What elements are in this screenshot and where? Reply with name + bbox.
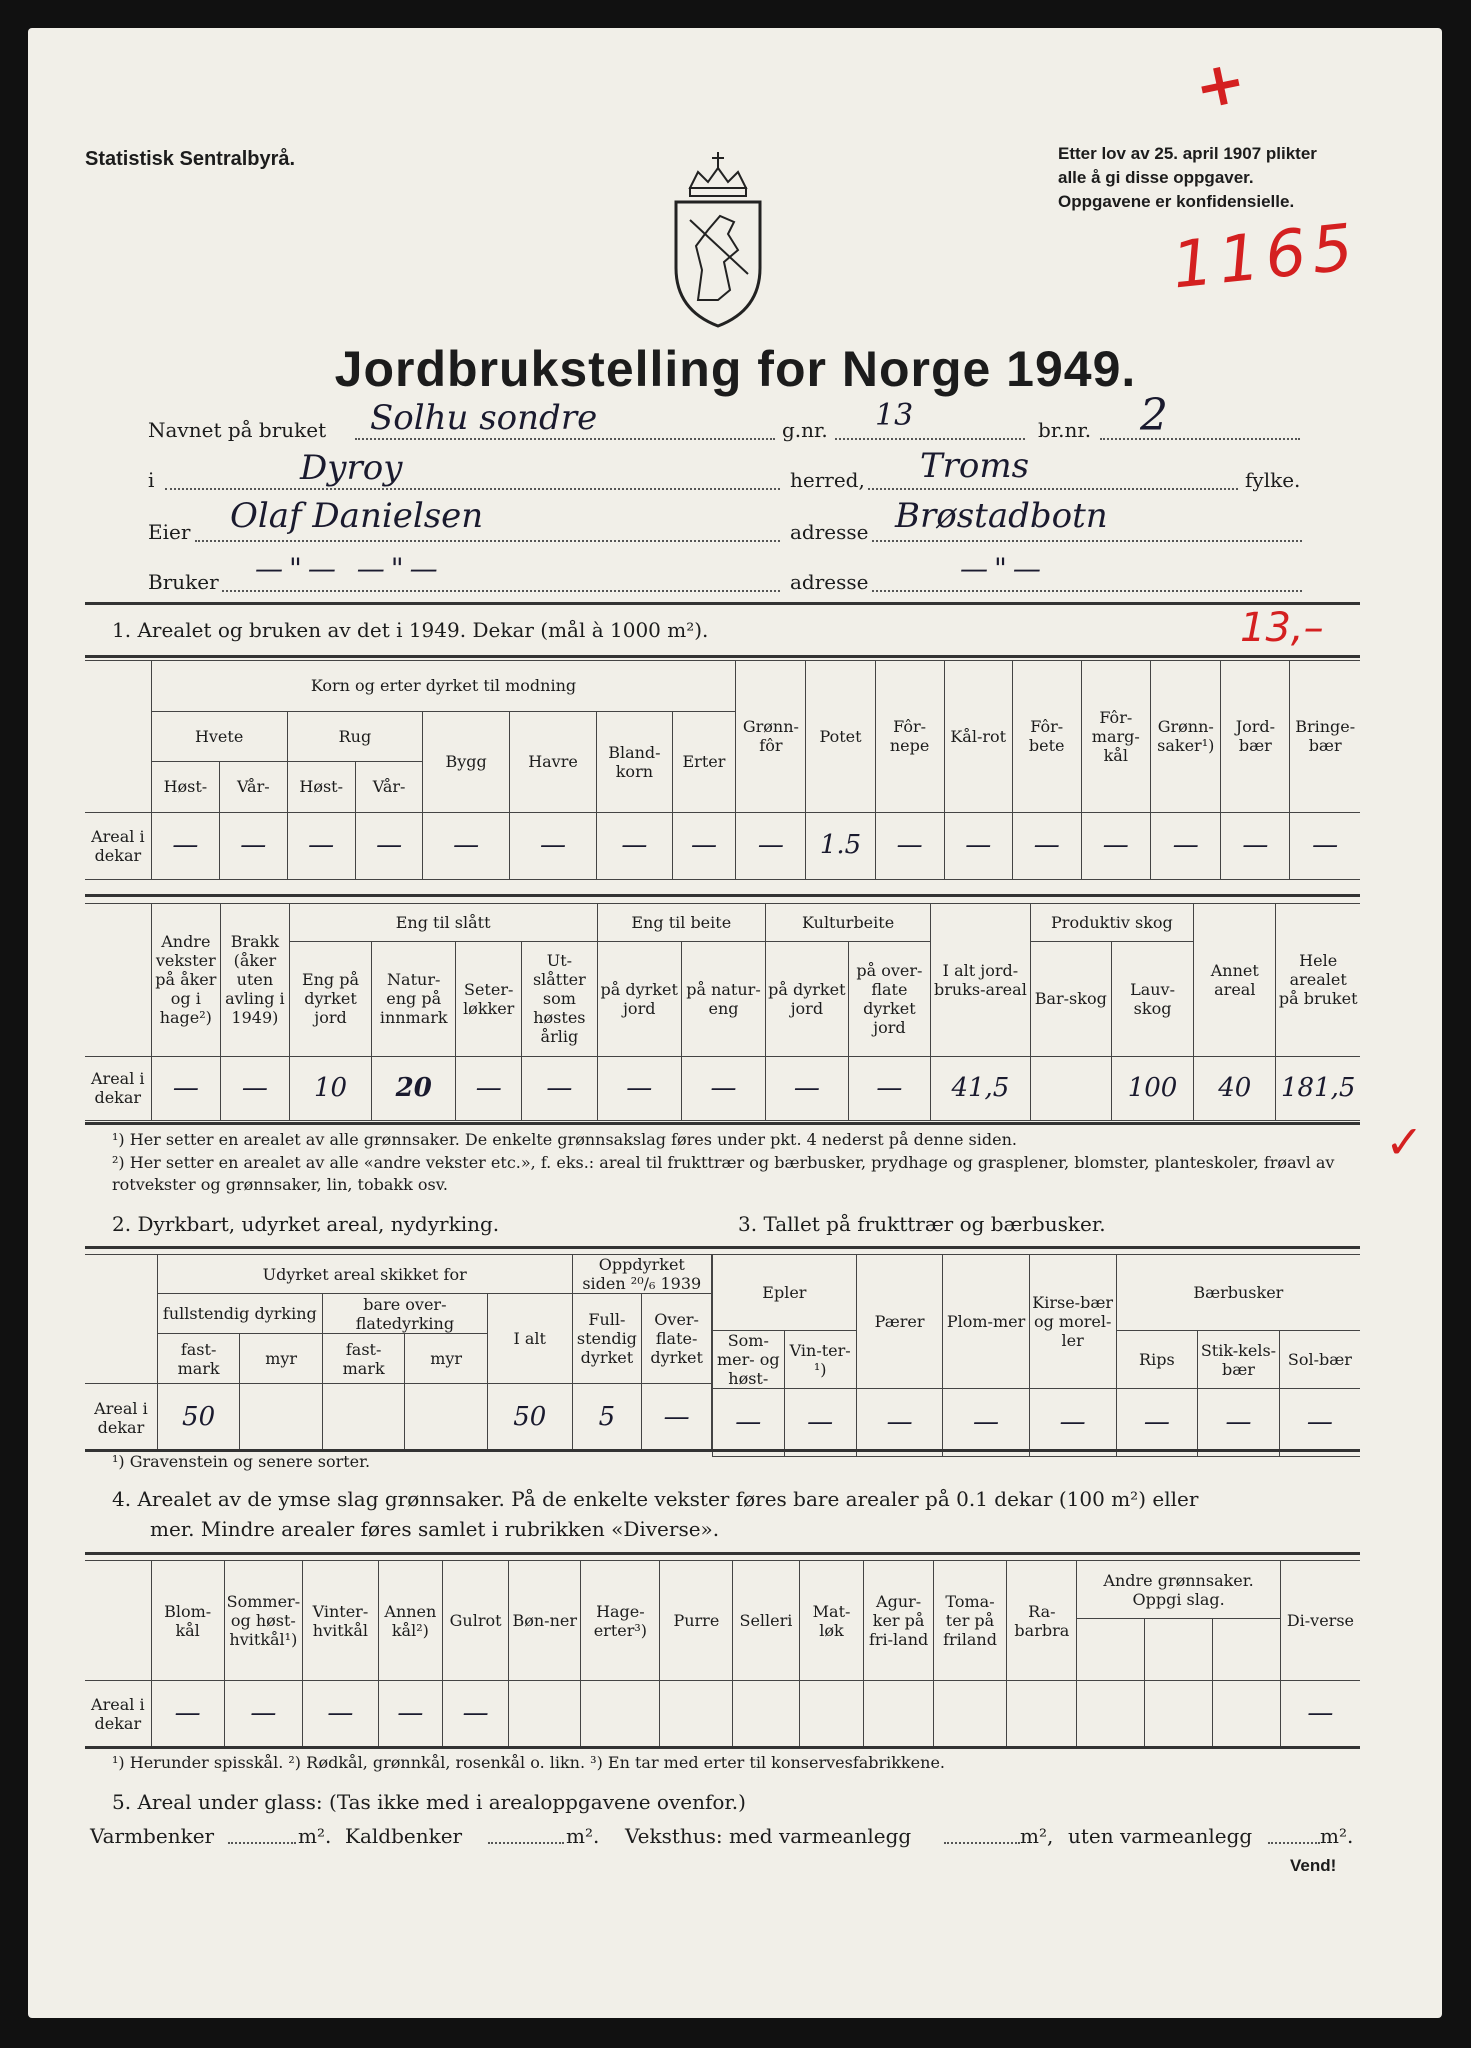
red-number-part: 11 bbox=[1168, 220, 1270, 304]
value-cell[interactable]: — bbox=[672, 812, 736, 879]
bruker-label: Bruker bbox=[148, 570, 219, 594]
value-cell[interactable] bbox=[1030, 1056, 1111, 1120]
col-header: Vin-ter-¹) bbox=[784, 1331, 856, 1389]
eier-label: Eier bbox=[148, 520, 191, 544]
col-header: Bøn-ner bbox=[509, 1561, 581, 1681]
col-header: Andre vekster på åker og i hage²) bbox=[151, 904, 221, 1057]
value-cell[interactable]: — bbox=[1279, 1389, 1360, 1457]
row-label: Areal i dekar bbox=[85, 1384, 157, 1452]
section-1-table-b bbox=[85, 903, 1360, 1121]
value-cell[interactable]: — bbox=[766, 1056, 849, 1120]
form-title: Jordbrukstelling for Norge 1949. bbox=[334, 341, 1137, 397]
col-header: myr bbox=[240, 1334, 323, 1384]
fylke-label: fylke. bbox=[1245, 468, 1301, 492]
col-header: Kål-rot bbox=[944, 661, 1012, 813]
col-header: Bar-skog bbox=[1030, 942, 1111, 1057]
value-cell[interactable] bbox=[1213, 1681, 1281, 1747]
col-header: fast-mark bbox=[157, 1334, 240, 1384]
col-header: Fôr-marg-kål bbox=[1081, 661, 1151, 813]
col-header: Annet areal bbox=[1194, 904, 1276, 1057]
section-4-heading: 4. Arealet av de ymse slag grønnsaker. På de enkelte vekster føres bare arealer på 0.1 dekar (100 m²) eller bbox=[112, 1487, 1199, 1511]
col-header: Sommer- og høst-hvitkål¹) bbox=[224, 1561, 302, 1681]
rug-header: Rug bbox=[287, 711, 423, 762]
value-cell[interactable] bbox=[1077, 1681, 1145, 1747]
blank-header bbox=[1077, 1619, 1145, 1681]
group-header: Udyrket areal skikket for bbox=[157, 1255, 572, 1294]
value-cell[interactable] bbox=[660, 1681, 733, 1747]
law-line: Etter lov av 25. april 1907 plikter bbox=[1058, 144, 1317, 163]
footnote: ²) Her setter en arealet av alle «andre vekster etc.», f. eks.: areal til frukttrær og bærbusker, prydhage og grasplener, blomster, planteskoler, frøavl av rotvekster og grønnsaker, lin, tobakk osv. bbox=[112, 1153, 1335, 1194]
col-header: Ra-barbra bbox=[1007, 1561, 1077, 1681]
value-cell[interactable]: 41,5 bbox=[931, 1056, 1030, 1120]
col-header: Di-verse bbox=[1280, 1561, 1360, 1681]
section-3-table bbox=[712, 1254, 1360, 1457]
value-cell[interactable]: — bbox=[151, 812, 219, 879]
value-cell[interactable]: — bbox=[597, 1056, 681, 1120]
col-header: Purre bbox=[660, 1561, 733, 1681]
value-cell[interactable]: — bbox=[151, 1681, 224, 1747]
value-cell[interactable] bbox=[240, 1384, 323, 1452]
col-header: Potet bbox=[806, 661, 875, 813]
value-cell[interactable]: — bbox=[224, 1681, 302, 1747]
col-header: Gulrot bbox=[443, 1561, 509, 1681]
value-cell[interactable]: — bbox=[848, 1056, 931, 1120]
col-header: Bringe-bær bbox=[1290, 661, 1360, 813]
section-2-heading: 2. Dyrkbart, udyrket areal, nydyrking. bbox=[112, 1212, 500, 1236]
value-cell[interactable] bbox=[933, 1681, 1007, 1747]
footnote: ¹) Her setter en arealet av alle grønnsaker. De enkelte grønnsakslag føres under pkt. 4 nederst på denne siden. bbox=[112, 1130, 1017, 1149]
brnr-field[interactable]: 2 bbox=[1140, 390, 1168, 441]
value-cell[interactable] bbox=[1145, 1681, 1213, 1747]
kaldbenker-label: Kaldbenker bbox=[345, 1824, 463, 1848]
col-header: Sol-bær bbox=[1279, 1331, 1360, 1389]
value-cell[interactable]: — bbox=[1290, 812, 1360, 879]
footnote: ¹) Herunder spisskål. ²) Rødkål, grønnkål, rosenkål o. likn. ³) En tar med erter til konservesfabrikkene. bbox=[112, 1753, 946, 1772]
value-cell[interactable]: — bbox=[522, 1056, 597, 1120]
col-header: Høst- bbox=[151, 762, 219, 813]
value-cell[interactable] bbox=[322, 1384, 405, 1452]
municipality-prefix-label: i bbox=[148, 468, 155, 492]
group-header: Eng til slått bbox=[289, 904, 597, 942]
col-header: Annen kål²) bbox=[378, 1561, 442, 1681]
value-cell[interactable]: — bbox=[423, 812, 510, 879]
col-header: Fôr-bete bbox=[1012, 661, 1081, 813]
value-cell[interactable]: 181,5 bbox=[1276, 1056, 1360, 1120]
col-header: Vår- bbox=[220, 762, 287, 813]
col-header: på dyrket jord bbox=[766, 942, 849, 1057]
section-5-heading: 5. Areal under glass: (Tas ikke med i arealoppgavene ovenfor.) bbox=[112, 1790, 746, 1814]
col-header: Agur-ker på fri-land bbox=[864, 1561, 933, 1681]
group-header: Produktiv skog bbox=[1030, 904, 1194, 942]
value-cell[interactable] bbox=[1007, 1681, 1077, 1747]
value-cell[interactable]: — bbox=[287, 812, 355, 879]
value-cell[interactable]: 40 bbox=[1194, 1056, 1276, 1120]
value-cell[interactable]: — bbox=[944, 812, 1012, 879]
col-header: Hage-erter³) bbox=[581, 1561, 660, 1681]
col-header: Stik-kels-bær bbox=[1198, 1331, 1280, 1389]
value-cell[interactable]: 5 bbox=[572, 1384, 642, 1452]
col-header: Bland-korn bbox=[597, 711, 672, 812]
value-cell[interactable]: — bbox=[443, 1681, 509, 1747]
section-4-table bbox=[85, 1560, 1360, 1747]
coat-of-arms-icon bbox=[668, 150, 768, 328]
col-header: Bygg bbox=[423, 711, 510, 812]
value-cell[interactable]: 50 bbox=[157, 1384, 240, 1452]
col-header: Natur-eng på innmark bbox=[372, 942, 456, 1057]
value-cell[interactable]: — bbox=[1012, 812, 1081, 879]
value-cell[interactable]: — bbox=[355, 812, 422, 879]
value-cell[interactable] bbox=[509, 1681, 581, 1747]
col-header: Full-stendig dyrket bbox=[572, 1294, 642, 1384]
col-header: Grønn-saker¹) bbox=[1151, 661, 1221, 813]
value-cell[interactable]: 20 bbox=[372, 1056, 456, 1120]
value-cell[interactable]: — bbox=[597, 812, 672, 879]
unit-label: m². bbox=[566, 1824, 600, 1848]
col-header: I alt bbox=[487, 1294, 572, 1384]
korn-group-header: Korn og erter dyrket til modning bbox=[151, 661, 736, 712]
value-cell[interactable]: — bbox=[1081, 812, 1151, 879]
row-label: Areal i dekar bbox=[85, 1056, 151, 1120]
org-name: Statistisk Sentralbyrå. bbox=[85, 148, 296, 170]
col-header: Vinter-hvitkål bbox=[303, 1561, 379, 1681]
value-cell[interactable] bbox=[799, 1681, 864, 1747]
law-notice bbox=[1058, 142, 1317, 214]
value-cell[interactable] bbox=[581, 1681, 660, 1747]
county-field[interactable]: Troms bbox=[920, 446, 1030, 486]
col-header: fast-mark bbox=[322, 1334, 405, 1384]
owner-field[interactable]: Olaf Danielsen bbox=[230, 496, 484, 536]
value-cell[interactable]: — bbox=[856, 1389, 943, 1457]
varmbenker-label: Varmbenker bbox=[90, 1824, 215, 1848]
section-3-heading: 3. Tallet på frukttrær og bærbusker. bbox=[738, 1212, 1106, 1236]
red-number-part: 65 bbox=[1261, 210, 1363, 294]
group-header: Eng til beite bbox=[597, 904, 766, 942]
col-header: Hele arealet på bruket bbox=[1276, 904, 1360, 1057]
col-header: Blom-kål bbox=[151, 1561, 224, 1681]
unit-label: m². bbox=[1320, 1824, 1354, 1848]
herred-label: herred, bbox=[790, 468, 865, 492]
section-4-heading: mer. Mindre arealer føres samlet i rubrikken «Diverse». bbox=[150, 1517, 720, 1541]
gnr-label: g.nr. bbox=[782, 418, 828, 442]
value-cell[interactable]: — bbox=[713, 1389, 785, 1457]
col-header: på natur-eng bbox=[681, 942, 765, 1057]
col-header: Brakk (åker uten avling i 1949) bbox=[221, 904, 290, 1057]
value-cell[interactable]: — bbox=[220, 812, 287, 879]
value-cell[interactable] bbox=[864, 1681, 933, 1747]
col-header: Ut-slåtter som høstes årlig bbox=[522, 942, 597, 1057]
value-cell[interactable]: — bbox=[1116, 1389, 1197, 1457]
value-cell[interactable]: — bbox=[303, 1681, 379, 1747]
bruker-adresse-label: adresse bbox=[790, 570, 869, 594]
value-cell[interactable]: — bbox=[1029, 1389, 1116, 1457]
col-header: Fôr-nepe bbox=[875, 661, 944, 813]
col-header: Eng på dyrket jord bbox=[289, 942, 372, 1057]
value-cell[interactable]: — bbox=[221, 1056, 290, 1120]
col-header: Lauv-skog bbox=[1111, 942, 1193, 1057]
veksthus-label: Veksthus: med varmeanlegg bbox=[625, 1824, 912, 1848]
municipality-field[interactable]: Dyroy bbox=[300, 448, 403, 488]
value-cell[interactable]: 10 bbox=[289, 1056, 372, 1120]
blank-cell bbox=[85, 904, 151, 1057]
col-header: Vår- bbox=[355, 762, 422, 813]
col-header: Grønn-fôr bbox=[736, 661, 806, 813]
group-header: Oppdyrket siden ²⁰/₆ 1939 bbox=[572, 1255, 711, 1294]
value-cell[interactable]: — bbox=[151, 1056, 221, 1120]
group-header: Kulturbeite bbox=[766, 904, 931, 942]
col-header: Plom-mer bbox=[943, 1255, 1029, 1389]
col-header: Selleri bbox=[733, 1561, 799, 1681]
red-area-mark: 13,– bbox=[1240, 605, 1324, 651]
row-label: Areal i dekar bbox=[85, 1681, 151, 1747]
value-cell[interactable]: — bbox=[1151, 812, 1221, 879]
law-line: Oppgavene er konfidensielle. bbox=[1058, 192, 1295, 211]
uten-label: uten varmeanlegg bbox=[1068, 1824, 1253, 1848]
value-cell[interactable]: — bbox=[736, 812, 806, 879]
red-check-mark: ✓ bbox=[1385, 1115, 1424, 1169]
unit-label: m². bbox=[298, 1824, 332, 1848]
blank-header bbox=[1145, 1619, 1213, 1681]
value-cell[interactable]: 1.5 bbox=[806, 812, 875, 879]
col-header: på over-flate dyrket jord bbox=[848, 942, 931, 1057]
col-header: Havre bbox=[509, 711, 596, 812]
blank-cell bbox=[85, 1255, 157, 1384]
law-line: alle å gi disse oppgaver. bbox=[1058, 168, 1254, 187]
vend-label: Vend! bbox=[1290, 1856, 1337, 1875]
value-cell[interactable]: — bbox=[1221, 812, 1290, 879]
group-header: Andre grønnsaker. Oppgi slag. bbox=[1077, 1561, 1280, 1619]
col-header: Pærer bbox=[856, 1255, 943, 1389]
red-cross-mark: + bbox=[1188, 45, 1253, 125]
col-header: myr bbox=[405, 1334, 488, 1384]
footnote: ¹) Gravenstein og senere sorter. bbox=[112, 1452, 371, 1471]
value-cell[interactable]: — bbox=[378, 1681, 442, 1747]
owner-address-field[interactable]: Brøstadbotn bbox=[895, 496, 1108, 536]
value-cell[interactable]: 50 bbox=[487, 1384, 572, 1452]
value-cell[interactable]: — bbox=[1280, 1681, 1360, 1747]
group-header: Epler bbox=[713, 1255, 857, 1331]
blank-cell bbox=[85, 661, 151, 813]
unit-label: m², bbox=[1020, 1824, 1054, 1848]
section-2-table bbox=[85, 1254, 712, 1452]
hvete-header: Hvete bbox=[151, 711, 287, 762]
value-cell[interactable] bbox=[405, 1384, 488, 1452]
navnet-label: Navnet på bruket bbox=[148, 418, 327, 442]
col-header: Over-flate-dyrket bbox=[642, 1294, 712, 1384]
col-header: Erter bbox=[672, 711, 736, 812]
col-header: I alt jord-bruks-areal bbox=[931, 904, 1030, 1057]
col-header: på dyrket jord bbox=[597, 942, 681, 1057]
farm-name-field[interactable]: Solhu sondre bbox=[370, 398, 598, 438]
section-1-table-a bbox=[85, 660, 1360, 880]
col-header: Mat-løk bbox=[799, 1561, 864, 1681]
col-header: Rips bbox=[1116, 1331, 1197, 1389]
col-header: Høst- bbox=[287, 762, 355, 813]
user-field[interactable]: —"— —"— bbox=[255, 552, 444, 585]
col-header: Som-mer- og høst- bbox=[713, 1331, 785, 1389]
value-cell[interactable]: — bbox=[642, 1384, 712, 1452]
group-header: bare over-flatedyrking bbox=[322, 1294, 487, 1334]
value-cell[interactable]: — bbox=[943, 1389, 1029, 1457]
eier-adresse-label: adresse bbox=[790, 520, 869, 544]
group-header: fullstendig dyrking bbox=[157, 1294, 322, 1334]
value-cell[interactable]: — bbox=[784, 1389, 856, 1457]
group-header: Bærbusker bbox=[1116, 1255, 1360, 1331]
gnr-field[interactable]: 13 bbox=[875, 398, 914, 433]
brnr-label: br.nr. bbox=[1038, 418, 1092, 442]
col-header: Toma-ter på friland bbox=[933, 1561, 1007, 1681]
col-header: Jord-bær bbox=[1221, 661, 1290, 813]
blank-header bbox=[1213, 1619, 1281, 1681]
value-cell[interactable] bbox=[733, 1681, 799, 1747]
value-cell[interactable]: 100 bbox=[1111, 1056, 1193, 1120]
value-cell[interactable]: — bbox=[509, 812, 596, 879]
row-label: Areal i dekar bbox=[85, 812, 151, 879]
value-cell[interactable]: — bbox=[875, 812, 944, 879]
col-header: Seter-løkker bbox=[456, 942, 522, 1057]
col-header: Kirse-bær og morel-ler bbox=[1029, 1255, 1116, 1389]
value-cell[interactable]: — bbox=[1198, 1389, 1280, 1457]
blank-cell bbox=[85, 1561, 151, 1681]
value-cell[interactable]: — bbox=[456, 1056, 522, 1120]
section-1-heading: 1. Arealet og bruken av det i 1949. Dekar (mål à 1000 m²). bbox=[112, 618, 709, 642]
value-cell[interactable]: — bbox=[681, 1056, 765, 1120]
user-address-field[interactable]: —"— bbox=[960, 552, 1047, 585]
